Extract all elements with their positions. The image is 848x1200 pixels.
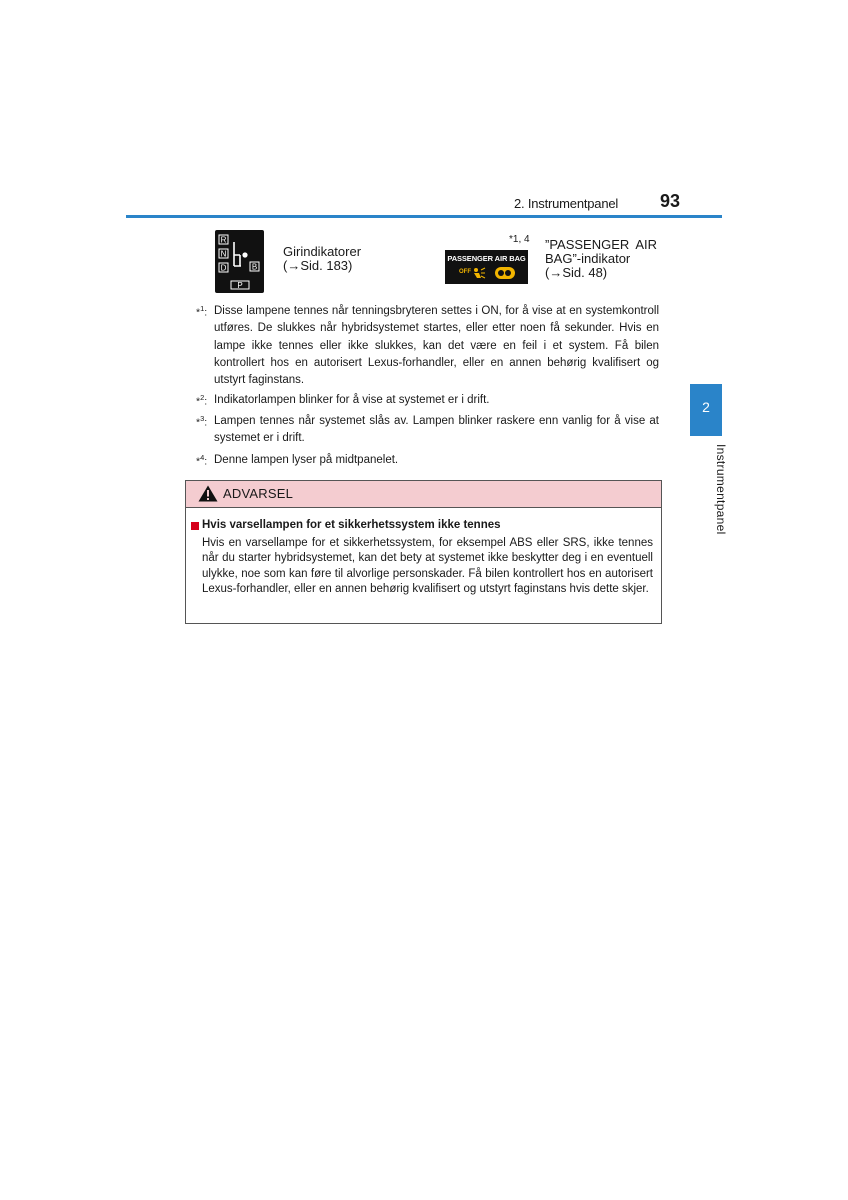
footnote-text: Lampen tennes når systemet slås av. Lampen blinker raskere enn vanlig for å vise at systemet er i drift. <box>214 415 659 445</box>
section-title: 2. Instrumentpanel <box>514 196 619 211</box>
airbag-indicator-label <box>545 238 657 280</box>
footnote-3 <box>196 413 659 448</box>
footnote-text: Disse lampene tennes når tenningsbryteren settes i ON, for å vise at en systemkontroll utføres. De slukkes når hybridsystemet startes, eller etter noen få sekunder. Hvis en lampe ikke tennes eller ikke slukkes, kan det være en feil i et system. Få bilen kontrollert hos en autorisert Lexus-forhandler, eller en annen behørig kvalifisert og utstyrt faginstans. <box>214 305 659 387</box>
gear-letter-p: P <box>237 281 243 290</box>
page-number: 93 <box>660 191 681 211</box>
footnote-text: Denne lampen lyser på midtpanelet. <box>214 454 399 466</box>
airbag-label-name-c: BAG”-indikator <box>545 251 631 266</box>
header-divider <box>126 215 722 218</box>
warning-title: ADVARSEL <box>223 486 293 501</box>
footnote-text: Indikatorlampen blinker for å vise at systemet er i drift. <box>214 394 490 406</box>
footnote-marker: *$^1$: <box>196 304 208 319</box>
footnote-marker: *$^2$: <box>196 393 208 408</box>
chapter-label: Instrumentpanel <box>714 444 728 535</box>
airbag-label-ref: (→Sid. 48) <box>545 265 608 280</box>
airbag-footnote-ref: *1, 4 <box>509 234 530 245</box>
footnote-4 <box>196 452 659 469</box>
gear-letter-b: B <box>251 262 258 272</box>
footnote-1 <box>196 303 659 389</box>
warning-body: Hvis en varsellampe for et sikkerhetssystem, for eksempel ABS eller SRS, ikke tennes når du starter hybridsystemet, kan det bety at systemet ikke beskytter deg i en eventuell ulykke, noe som kan føre til alvorlige personskader. Få bilen kontrollert hos en autorisert Lexus-forhandler, eller en annen behørig kvalifisert og utstyrt faginstans hvis dette skjer. <box>202 537 653 595</box>
airbag-icon-text: PASSENGER AIR BAG <box>447 254 526 263</box>
gear-letter-d: D <box>220 263 227 273</box>
airbag-label-name-a: ”PASSENGER <box>545 237 630 252</box>
airbag-label-name-b: AIR <box>635 237 657 252</box>
warning-triangle-icon <box>198 485 218 502</box>
warning-box <box>185 480 662 624</box>
airbag-off-text: OFF <box>459 269 471 275</box>
gear-indicator-label <box>283 245 361 273</box>
footnote-marker: *$^3$: <box>196 414 208 429</box>
gear-indicator-icon <box>215 230 264 293</box>
gear-label-ref: (→Sid. 183) <box>283 258 353 273</box>
airbag-on-icon <box>495 267 515 279</box>
gear-label-name: Girindikatorer <box>283 244 362 259</box>
chapter-tab: 2 <box>690 384 722 436</box>
footnote-marker: *$^4$: <box>196 453 208 468</box>
passenger-airbag-icon <box>445 250 528 284</box>
gear-letter-r: R <box>220 235 227 245</box>
footnote-2 <box>196 392 659 409</box>
gear-letter-n: N <box>220 249 227 259</box>
warning-header <box>186 481 661 508</box>
warning-bullet-icon <box>191 522 199 530</box>
airbag-person-icon <box>472 267 486 279</box>
warning-heading: Hvis varsellampen for et sikkerhetssystem ikke tennes <box>202 519 501 531</box>
